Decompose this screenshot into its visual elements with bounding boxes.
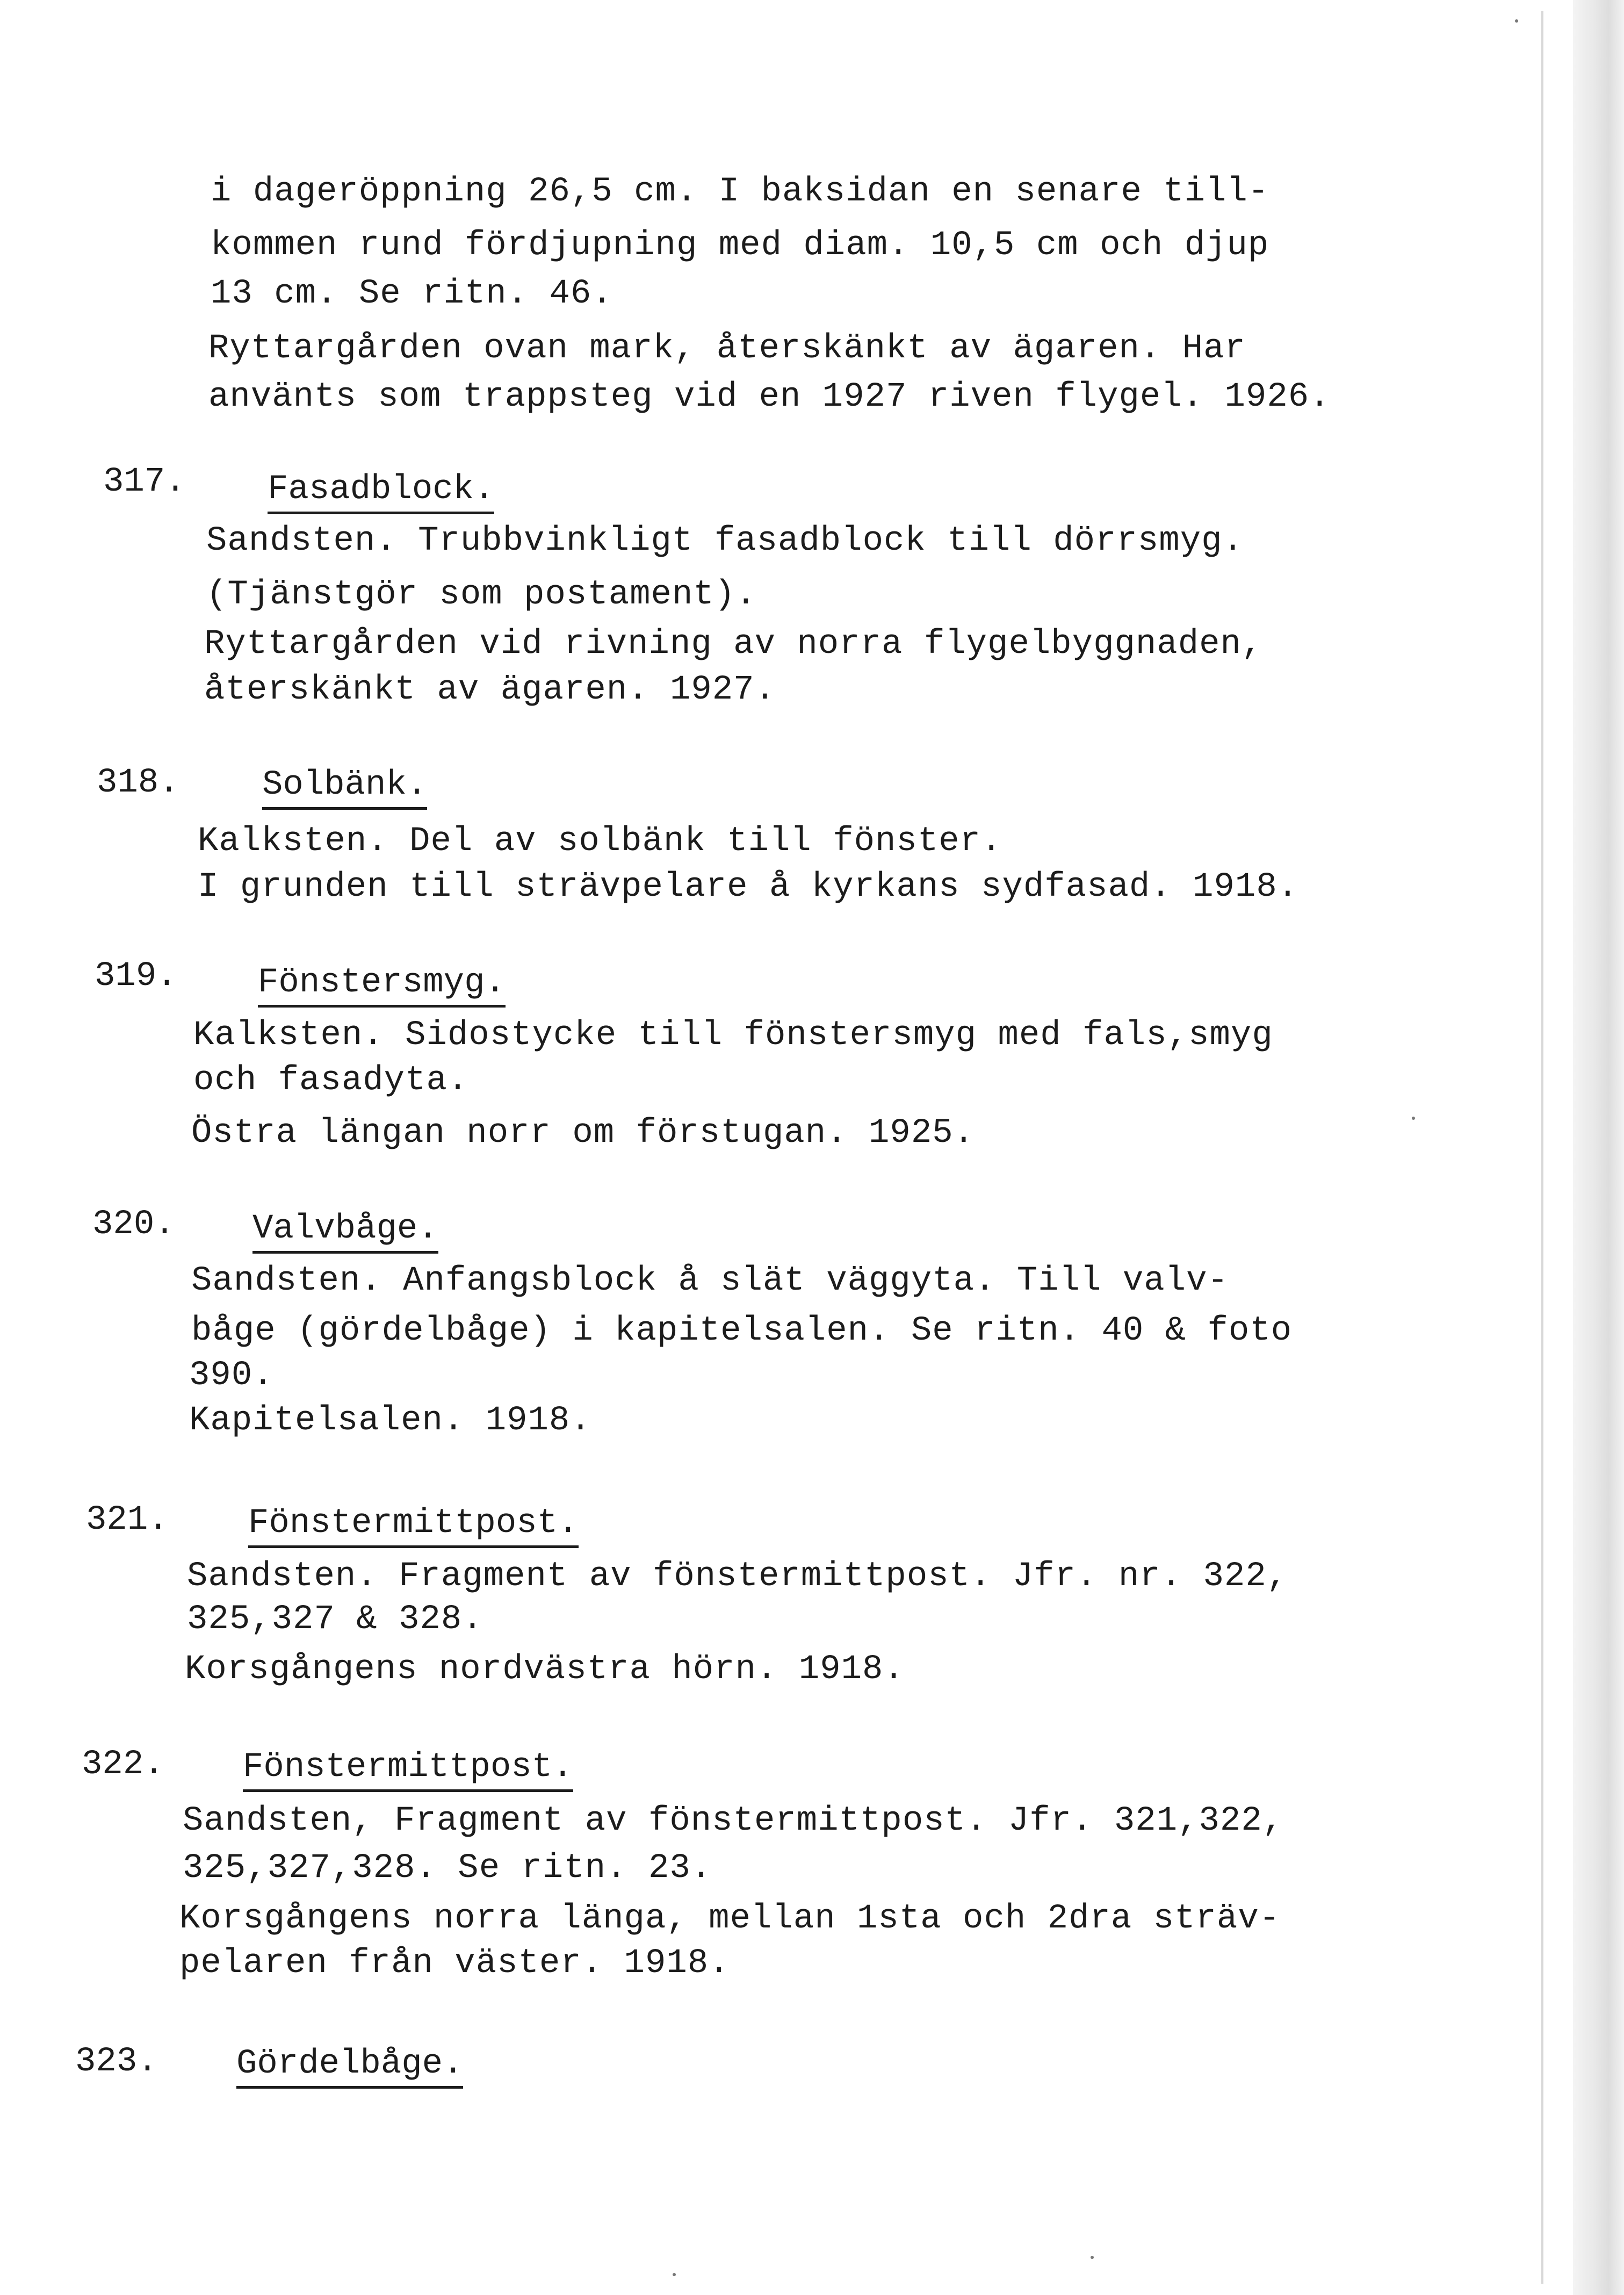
dust-speck	[1091, 2256, 1094, 2259]
entry-line: Kalksten. Del av solbänk till fönster.	[198, 822, 1002, 861]
entry-title: Fönstermittpost.	[243, 1746, 573, 1792]
entry-line: Kapitelsalen. 1918.	[189, 1401, 591, 1440]
intro-line: 13 cm. Se ritn. 46.	[211, 275, 613, 313]
entry-line: 325,327,328. Se ritn. 23.	[183, 1849, 712, 1888]
entry-number: 319.	[95, 957, 177, 996]
entry-line: (Tjänstgör som postament).	[206, 575, 757, 614]
intro-line: i dageröppning 26,5 cm. I baksidan en senare till-	[211, 172, 1269, 211]
entry-number: 318.	[97, 764, 179, 802]
entry-line: Östra längan norr om förstugan. 1925.	[191, 1114, 975, 1153]
intro-line: använts som trappsteg vid en 1927 riven flygel. 1926.	[208, 378, 1331, 416]
entry-number: 317.	[103, 463, 186, 501]
entry-number: 320.	[92, 1205, 175, 1244]
entry-title: Solbänk.	[262, 764, 427, 810]
entry-line: Korsgångens nordvästra hörn. 1918.	[185, 1650, 905, 1689]
entry-title: Valvbåge.	[252, 1208, 438, 1254]
entry-title: Fönstersmyg.	[258, 962, 506, 1008]
entry-title: Gördelbåge.	[236, 2043, 463, 2089]
dust-speck	[1412, 1117, 1415, 1120]
entry-line: Ryttargården vid rivning av norra flygelbyggnaden,	[204, 625, 1263, 664]
page-edge-shadow	[1573, 0, 1624, 2295]
entry-line: I grunden till strävpelare å kyrkans sydfasad. 1918.	[198, 868, 1299, 907]
entry-line: Sandsten. Trubbvinkligt fasadblock till dörrsmyg.	[206, 522, 1244, 560]
entry-title: Fönstermittpost.	[248, 1502, 579, 1548]
entry-line: Sandsten. Fragment av fönstermittpost. Jfr. nr. 322,	[187, 1557, 1288, 1596]
entry-line: Korsgångens norra länga, mellan 1sta och 2dra sträv-	[179, 1900, 1281, 1938]
entry-line: och fasadyta.	[193, 1061, 469, 1100]
entry-line: 390.	[189, 1356, 274, 1395]
entry-line: återskänkt av ägaren. 1927.	[204, 671, 776, 709]
entry-line: 325,327 & 328.	[187, 1600, 483, 1639]
entry-line: pelaren från väster. 1918.	[179, 1944, 730, 1983]
entry-title: Fasadblock.	[268, 469, 494, 514]
entry-line: Sandsten. Anfangsblock å slät väggyta. Till valv-	[191, 1262, 1229, 1300]
entry-number: 321.	[86, 1501, 169, 1539]
entry-line: Kalksten. Sidostycke till fönstersmyg med fals,smyg	[193, 1016, 1273, 1055]
entry-number: 322.	[82, 1745, 164, 1784]
entry-line: båge (gördelbåge) i kapitelsalen. Se ritn. 40 & foto	[191, 1312, 1293, 1350]
intro-line: kommen rund fördjupning med diam. 10,5 cm och djup	[211, 226, 1269, 265]
page-edge-line	[1541, 11, 1543, 2284]
intro-line: Ryttargården ovan mark, återskänkt av ägaren. Har	[208, 329, 1246, 368]
entry-number: 323.	[75, 2042, 158, 2081]
dust-speck	[673, 2273, 676, 2276]
dust-speck	[1515, 19, 1518, 23]
entry-line: Sandsten, Fragment av fönstermittpost. Jfr. 321,322,	[183, 1802, 1284, 1840]
